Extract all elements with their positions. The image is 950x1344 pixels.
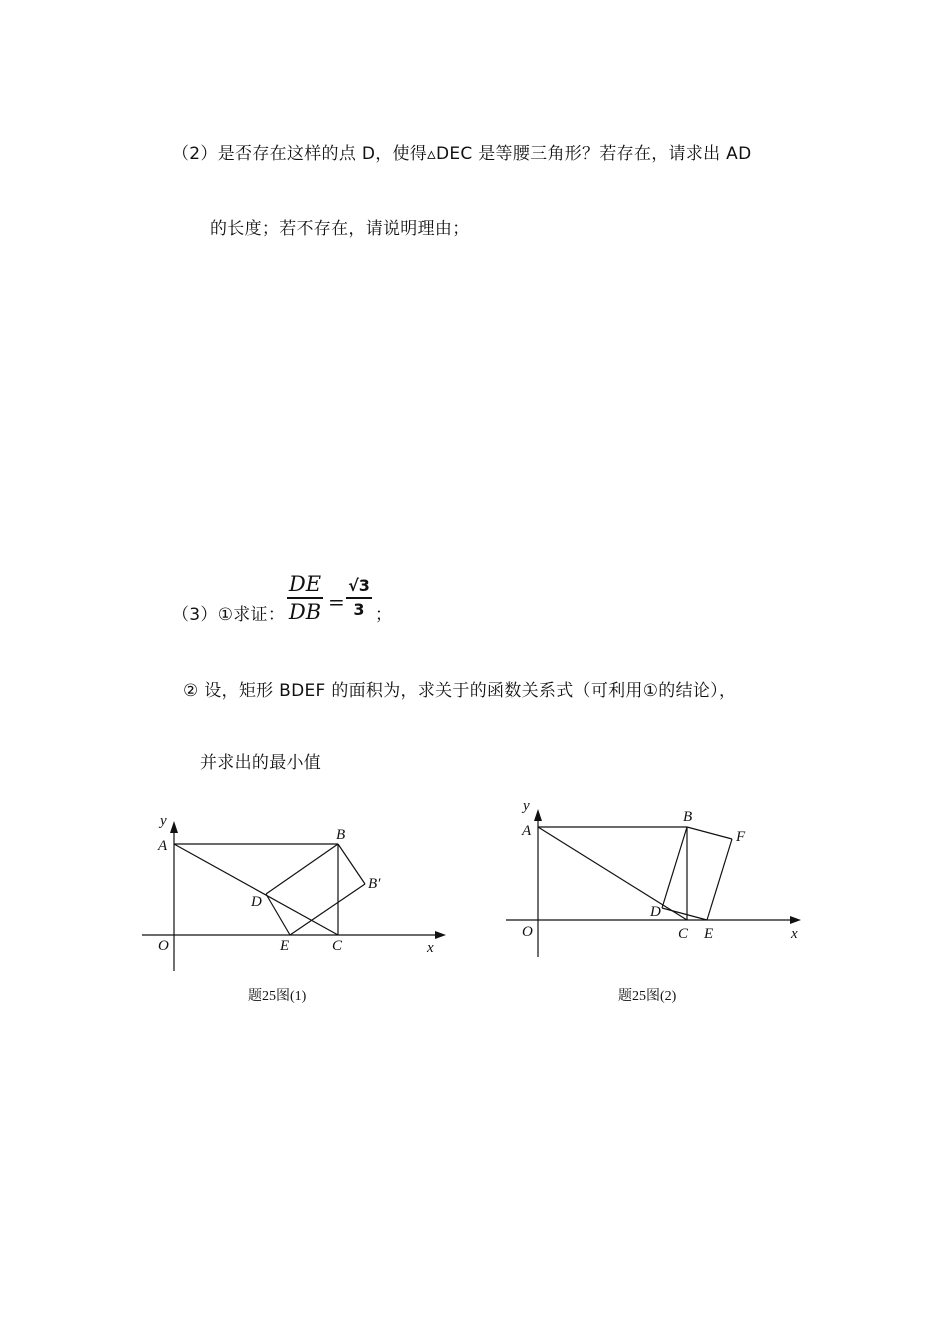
figure-1-svg (130, 805, 450, 980)
fraction-denominator: DB (288, 599, 322, 624)
segment-ac (174, 844, 338, 935)
label-x: x (427, 940, 434, 956)
fraction-numerator: √3 (348, 576, 370, 595)
label-c: C (678, 926, 689, 942)
segment-fb (687, 827, 732, 839)
label-e: E (280, 938, 290, 954)
label-a: A (522, 823, 532, 839)
label-o: O (522, 924, 533, 940)
label-b-prime: B′ (368, 876, 381, 892)
label-f: F (736, 829, 746, 845)
label-b: B (336, 827, 346, 843)
q3-line2: ② 设，矩形 BDEF 的面积为，求关于的函数关系式（可利用①的结论）， (183, 681, 737, 701)
fraction-bar (346, 597, 372, 599)
figure-1 (130, 805, 450, 980)
segment-ac (538, 827, 687, 920)
equals-sign: = (328, 590, 345, 614)
q3-prefix: （3）①求证： (172, 605, 286, 625)
fraction-sqrt3-3 (346, 577, 372, 619)
segment-ef (707, 839, 732, 920)
fraction-denominator: 3 (353, 599, 365, 619)
figure-1-caption: 题25图(1) (248, 989, 307, 1004)
label-d: D (650, 904, 661, 920)
segment-bd (662, 827, 687, 908)
segment-db (266, 844, 338, 894)
fraction-bar (287, 597, 323, 599)
label-y: y (523, 798, 530, 814)
segment-bprime-e (290, 884, 365, 935)
label-c: C (332, 938, 343, 954)
label-b: B (683, 809, 693, 825)
y-axis-arrow (534, 809, 542, 821)
figure-2 (498, 795, 810, 965)
label-d: D (251, 894, 262, 910)
q2-line2: 的长度；若不存在，请说明理由； (210, 219, 470, 239)
q2-line1: （2）是否存在这样的点 D，使得▵DEC 是等腰三角形？若存在，请求出 AD (172, 144, 752, 164)
q3-suffix: ； (375, 605, 393, 625)
label-y: y (160, 813, 167, 829)
x-axis-arrow (435, 931, 446, 939)
segment-de (266, 894, 290, 935)
fraction-de-db (287, 573, 323, 623)
figure-2-caption: 题25图(2) (618, 989, 677, 1004)
q3-line3: 并求出的最小值 (200, 753, 322, 773)
segment-bbprime (338, 844, 365, 884)
fraction-numerator: DE (288, 572, 322, 596)
figure-2-svg (498, 795, 810, 965)
label-e: E (704, 926, 714, 942)
x-axis-arrow (790, 916, 801, 924)
y-axis-arrow (170, 821, 178, 833)
label-o: O (158, 938, 169, 954)
label-a: A (158, 838, 168, 854)
label-x: x (791, 926, 798, 942)
